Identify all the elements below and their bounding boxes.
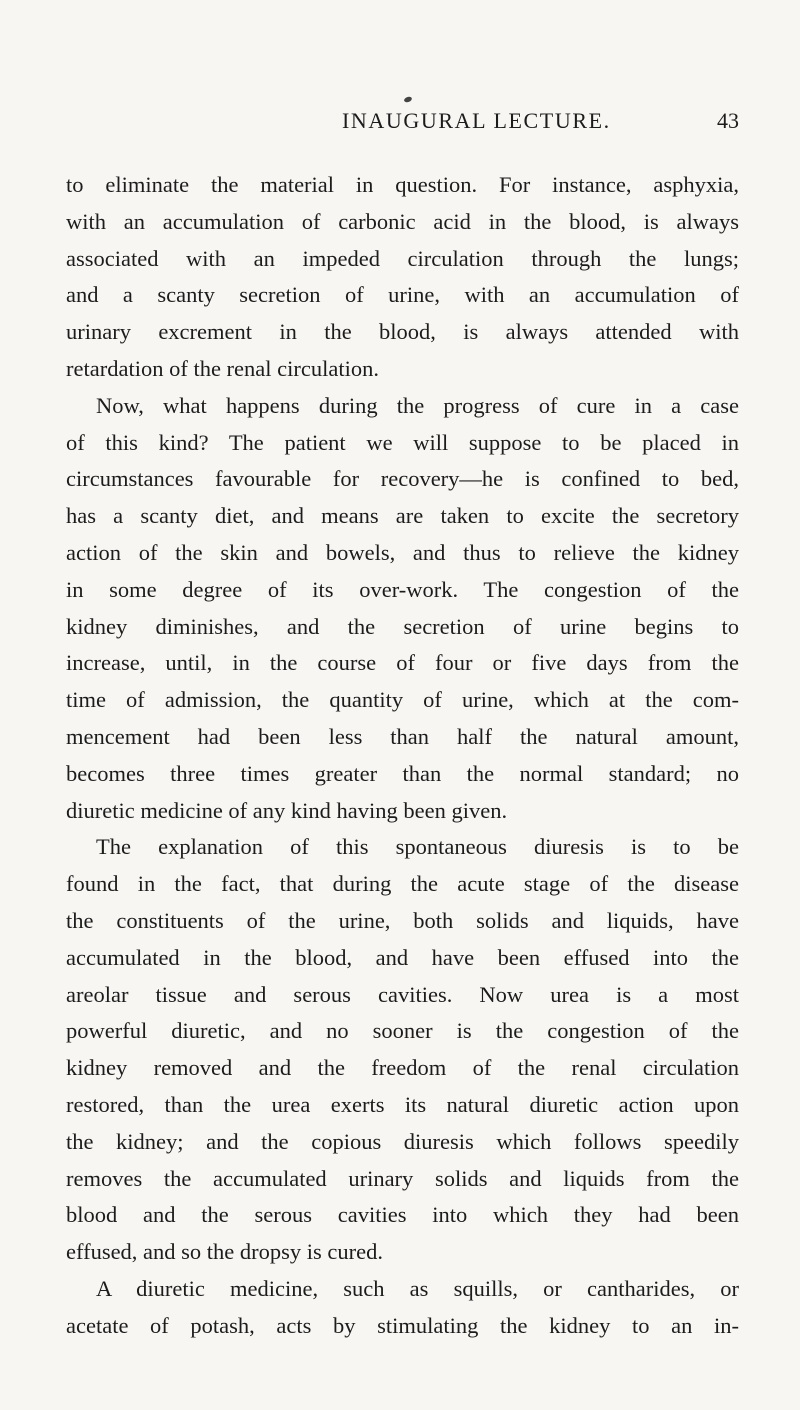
text-line: acetate of potash, acts by stimulating the kidney to an in- bbox=[66, 1312, 739, 1338]
text-line: restored, than the urea exerts its natural diuretic action upon bbox=[66, 1091, 739, 1117]
text-line: found in the fact, that during the acute stage of the disease bbox=[66, 871, 739, 897]
text-line: the constituents of the urine, both solids and liquids, have bbox=[66, 907, 739, 933]
text-line: urinary excrement in the blood, is always attended with bbox=[66, 319, 739, 345]
text-line: to eliminate the material in question. For instance, asphyxia, bbox=[66, 172, 739, 197]
text-line: associated with an impeded circulation through the lungs; bbox=[66, 245, 739, 271]
text-line: Now, what happens during the progress of cure in a case bbox=[96, 392, 739, 418]
text-line: with an accumulation of carbonic acid in the blood, is always bbox=[66, 208, 739, 234]
text-line: effused, and so the dropsy is cured. bbox=[66, 1239, 384, 1265]
text-line: time of admission, the quantity of urine, which at the com- bbox=[66, 687, 739, 713]
text-line: removes the accumulated urinary solids and liquids from the bbox=[66, 1165, 739, 1191]
text-line: becomes three times greater than the normal standard; no bbox=[66, 760, 739, 786]
running-head bbox=[0, 108, 800, 142]
text-line: circumstances favourable for recovery—he is confined to bed, bbox=[66, 466, 739, 492]
text-line: kidney removed and the freedom of the renal circulation bbox=[66, 1055, 739, 1081]
text-line: increase, until, in the course of four or five days from the bbox=[66, 650, 739, 676]
text-line: kidney diminishes, and the secretion of urine begins to bbox=[66, 613, 739, 639]
text-line: blood and the serous cavities into which they had been bbox=[66, 1202, 739, 1228]
text-line: of this kind? The patient we will suppose to be placed in bbox=[66, 429, 739, 455]
text-line: and a scanty secretion of urine, with an accumulation of bbox=[66, 282, 739, 308]
text-line: diuretic medicine of any kind having been given. bbox=[66, 797, 508, 823]
text-line: retardation of the renal circulation. bbox=[66, 355, 379, 381]
text-line: A diuretic medicine, such as squills, or cantharides, or bbox=[96, 1275, 739, 1301]
text-line: the kidney; and the copious diuresis which follows speedily bbox=[66, 1128, 739, 1154]
ink-speck bbox=[403, 96, 412, 103]
text-line: in some degree of its over-work. The congestion of the bbox=[66, 576, 739, 602]
text-line: accumulated in the blood, and have been effused into the bbox=[66, 944, 739, 970]
page-number: 43 bbox=[717, 108, 739, 133]
running-title: INAUGURAL LECTURE. bbox=[342, 108, 611, 133]
text-line: The explanation of this spontaneous diuresis is to be bbox=[96, 834, 739, 860]
body-text bbox=[66, 167, 739, 1345]
text-line: powerful diuretic, and no sooner is the congestion of the bbox=[66, 1018, 739, 1044]
text-line: has a scanty diet, and means are taken to excite the secretory bbox=[66, 503, 739, 529]
text-line: mencement had been less than half the natural amount, bbox=[66, 723, 739, 749]
text-line: action of the skin and bowels, and thus to relieve the kidney bbox=[66, 539, 739, 565]
text-line: areolar tissue and serous cavities. Now urea is a most bbox=[66, 981, 739, 1007]
